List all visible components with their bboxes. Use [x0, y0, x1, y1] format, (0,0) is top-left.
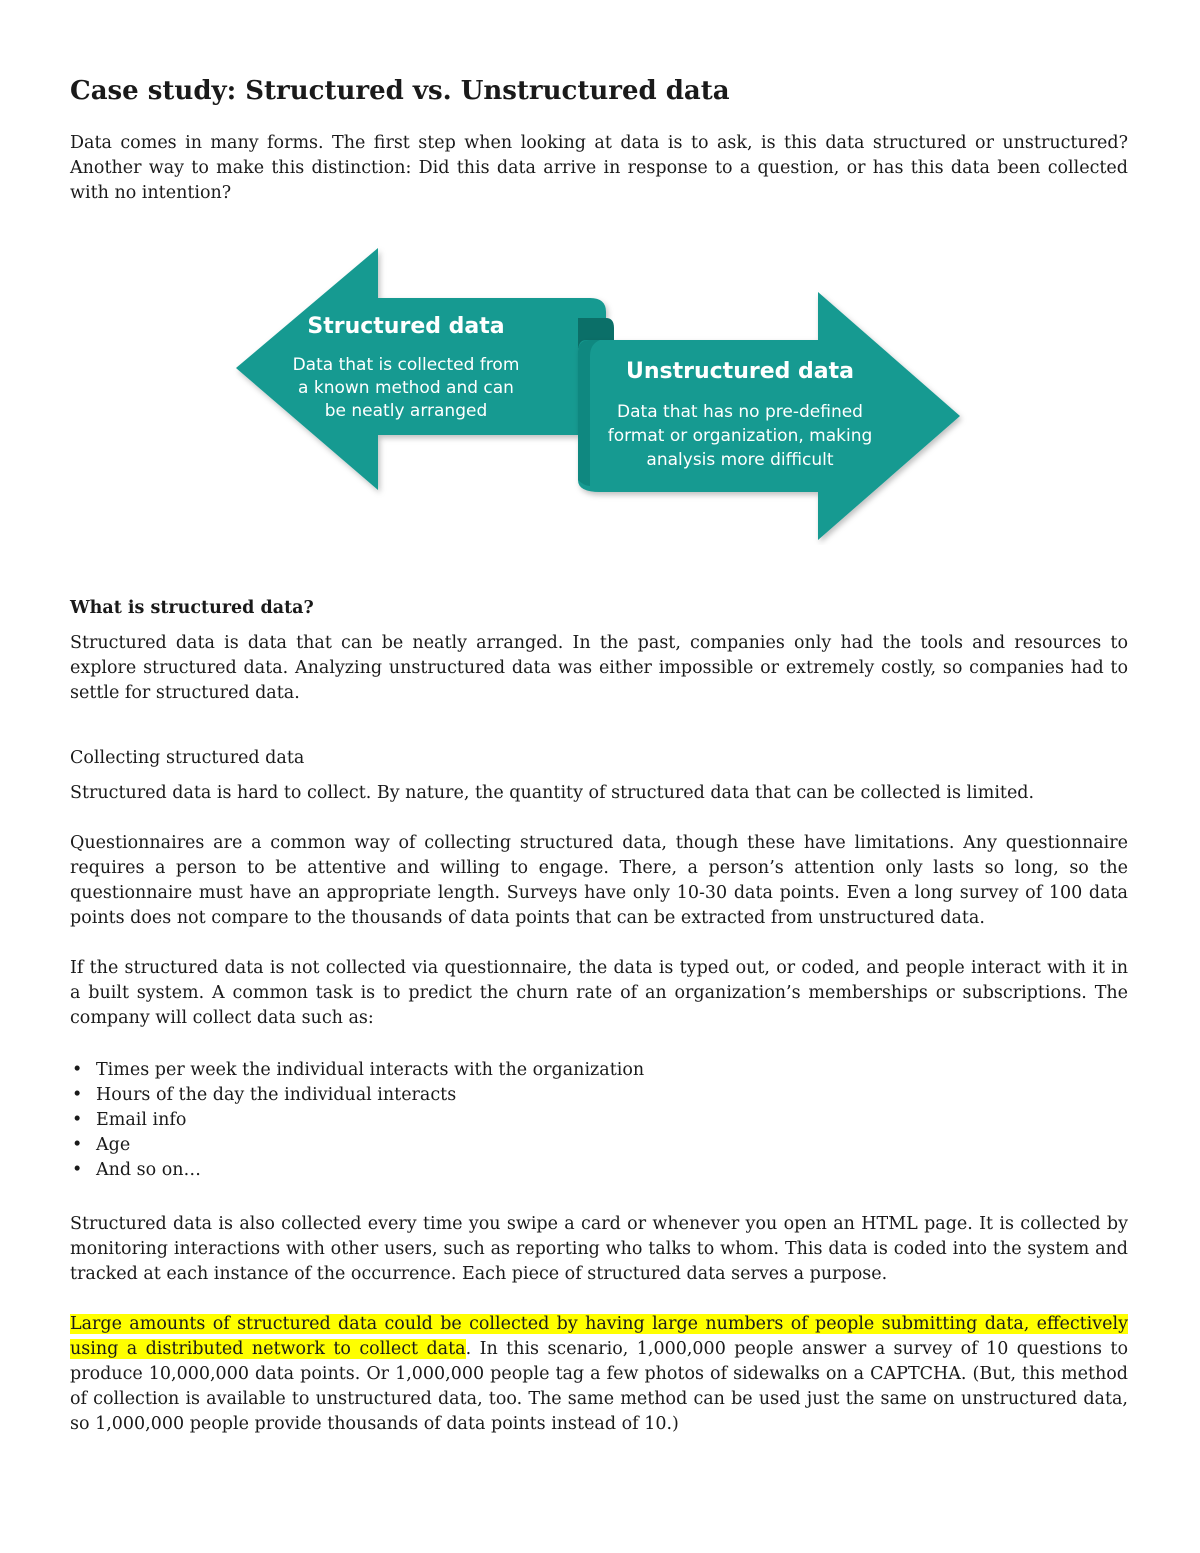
section-heading-what-is-structured: What is structured data? [70, 598, 314, 618]
page-title: Case study: Structured vs. Unstructured data [70, 76, 730, 106]
intro-paragraph: Data comes in many forms. The first step when looking at data is to ask, is this data structured or unstructured? Another way to make this distinction: Did this data arrive in response to a question, or has this data been collected with no intention? [70, 133, 1128, 203]
unstructured-desc-line-3: analysis more difficult [646, 450, 834, 470]
list-item [70, 1158, 644, 1183]
unstructured-heading: Unstructured data [625, 359, 855, 384]
collecting-paragraph-5 [70, 1312, 1128, 1437]
list-item-text: And so on… [96, 1160, 202, 1180]
highlighted-text: Large amounts of structured data could be collected by having large numbers of people submitting data, effectively using a distributed network to collect data [70, 1314, 1128, 1359]
bullet-glyph: • [72, 1060, 83, 1080]
bullet-glyph: • [72, 1085, 83, 1105]
collecting-paragraph-1: Structured data is hard to collect. By nature, the quantity of structured data that can be collected is limited. [70, 783, 1035, 803]
section-heading-collecting: Collecting structured data [70, 748, 305, 768]
structured-unstructured-diagram [228, 240, 968, 545]
structured-desc-line-3: be neatly arranged [324, 401, 488, 421]
list-item-text: Hours of the day the individual interacts [96, 1085, 457, 1105]
paragraph-5-rest: . In this scenario, 1,000,000 people answer a survey of 10 questions to produce 10,000,000 data points. Or 1,000,000 people tag a few photos of sidewalks on a CAPTCHA. (But, this method of collection is available to unstructured data, too. The same method can be used just the same on unstructured data, so 1,000,000 people provide thousands of data points instead of 10.) [70, 1339, 1128, 1434]
structured-heading: Structured data [307, 314, 505, 339]
structured-desc-line-2: a known method and can [298, 378, 514, 398]
list-item [70, 1058, 644, 1083]
diagram-svg [228, 240, 968, 545]
list-item [70, 1108, 644, 1133]
bullet-glyph: • [72, 1160, 83, 1180]
list-item-text: Times per week the individual interacts with the organization [96, 1060, 645, 1080]
collecting-paragraph-4: Structured data is also collected every time you swipe a card or whenever you open an HTML page. It is collected by monitoring interactions with other users, such as reporting who talks to whom. This data is coded into the system and tracked at each instance of the occurrence. Each piece of structured data serves a purpose. [70, 1214, 1128, 1284]
list-item-text: Age [96, 1135, 131, 1155]
list-item [70, 1133, 644, 1158]
bullet-glyph: • [72, 1110, 83, 1130]
list-item [70, 1083, 644, 1108]
collecting-paragraph-3: If the structured data is not collected via questionnaire, the data is typed out, or coded, and people interact with it in a built system. A common task is to predict the churn rate of an organization’s memberships or subscriptions. The company will collect data such as: [70, 958, 1128, 1028]
unstructured-desc-line-1: Data that has no pre-defined [617, 402, 863, 422]
structured-desc-line-1: Data that is collected from [292, 355, 520, 375]
list-item-text: Email info [96, 1110, 187, 1130]
unstructured-desc-line-2: format or organization, making [607, 426, 873, 446]
collecting-paragraph-2: Questionnaires are a common way of collecting structured data, though these have limitations. Any questionnaire requires a person to be attentive and willing to engage. There, a person’s attention only lasts so long, so the questionnaire must have an appropriate length. Surveys have only 10-30 data points. Even a long survey of 100 data points does not compare to the thousands of data points that can be extracted from unstructured data. [70, 833, 1128, 928]
bullet-glyph: • [72, 1135, 83, 1155]
collected-data-list [70, 1058, 644, 1183]
section1-body: Structured data is data that can be neatly arranged. In the past, companies only had the tools and resources to explore structured data. Analyzing unstructured data was either impossible or extremely costly, so companies had to settle for structured data. [70, 633, 1128, 703]
